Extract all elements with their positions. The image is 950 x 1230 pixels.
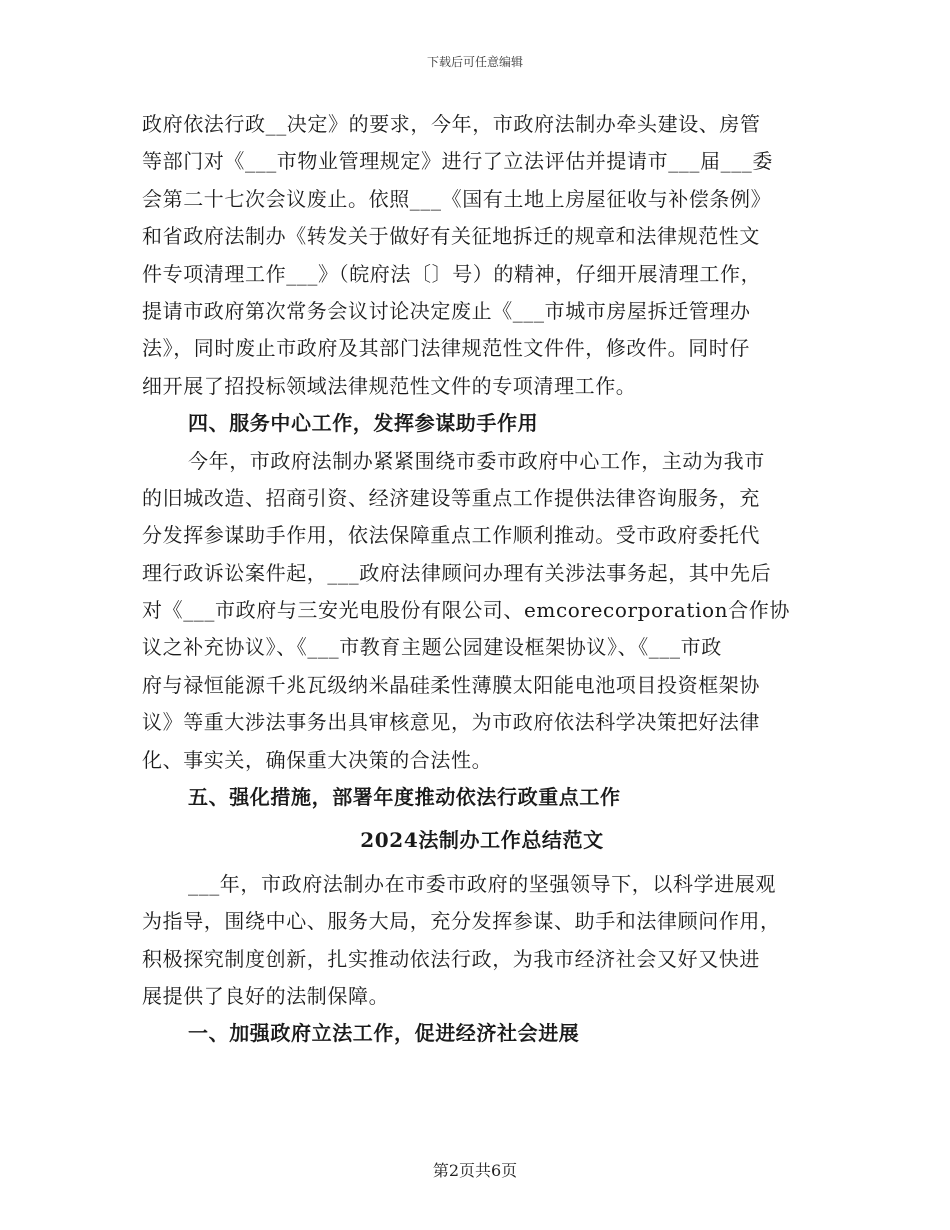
text-line: 展提供了良好的法制保障。 <box>142 983 390 1008</box>
text-line: ___年，市政府法制办在市委市政府的坚强领导下，以科学进展观 <box>188 871 776 896</box>
text-line: 和省政府法制办《转发关于做好有关征地拆迁的规章和法律规范性文 <box>142 224 760 249</box>
text-line: 今年，市政府法制办紧紧围绕市委市政府中心工作，主动为我市 <box>188 448 765 473</box>
paragraph-block-3 <box>142 866 822 1016</box>
text-line: 提请市政府第次常务会议讨论决定废止《___市城市房屋拆迁管理办 <box>142 298 751 323</box>
text-line: 为指导，围绕中心、服务大局，充分发挥参谋、助手和法律顾问作用， <box>142 909 781 934</box>
text-line: 的旧城改造、招商引资、经济建设等重点工作提供法律咨询服务，充 <box>142 485 760 510</box>
text-line: 细开展了招投标领域法律规范性文件的专项清理工作。 <box>142 373 637 398</box>
page-number-footer: 第2页共6页 <box>432 1161 518 1180</box>
paragraph-block-1 <box>142 106 822 405</box>
text-line: 等部门对《___市物业管理规定》进行了立法评估并提请市___届___委 <box>142 149 773 174</box>
paragraph-block-2 <box>142 443 822 780</box>
text-line: 法》，同时废止市政府及其部门法律规范性文件件，修改件。同时仔 <box>142 336 750 361</box>
text-line: 府与禄恒能源千兆瓦级纳米晶硅柔性薄膜太阳能电池项目投资框架协 <box>142 672 760 697</box>
text-line: 议》等重大涉法事务出具审核意见，为市政府依法科学决策把好法律 <box>142 710 760 735</box>
document-title: 2024法制办工作总结范文 <box>360 828 604 853</box>
text-line: 议之补充协议》、《___市教育主题公园建设框架协议》、《___市政 <box>142 635 722 660</box>
text-line: 对《___市政府与三安光电股份有限公司、emcorecorporation合作协 <box>142 598 790 623</box>
text-line: 分发挥参谋助手作用，依法保障重点工作顺利推动。受市政府委托代 <box>142 523 760 548</box>
text-line: 件专项清理工作___》（皖府法〔〕号）的精神，仔细开展清理工作， <box>142 261 762 286</box>
header-note: 下载后可任意编辑 <box>426 55 523 69</box>
text-line: 化、事实关，确保重大决策的合法性。 <box>142 747 493 772</box>
text-line: 会第二十七次会议废止。依照___《国有土地上房屋征收与补偿条例》 <box>142 186 772 211</box>
text-line: 积极探究制度创新，扎实推动依法行政，为我市经济社会又好又快进 <box>142 946 760 971</box>
document-body <box>142 106 822 1053</box>
section-heading-5: 五、强化措施，部署年度推动依法行政重点工作 <box>188 785 621 810</box>
text-line: 理行政诉讼案件起，___政府法律顾问办理有关涉法事务起，其中先后 <box>142 560 772 585</box>
text-line: 政府依法行政__决定》的要求，今年，市政府法制办牵头建设、房管 <box>142 112 761 136</box>
section-heading-4: 四、服务中心工作，发挥参谋助手作用 <box>188 411 539 436</box>
section-heading-1: 一、加强政府立法工作，促进经济社会进展 <box>188 1021 580 1046</box>
